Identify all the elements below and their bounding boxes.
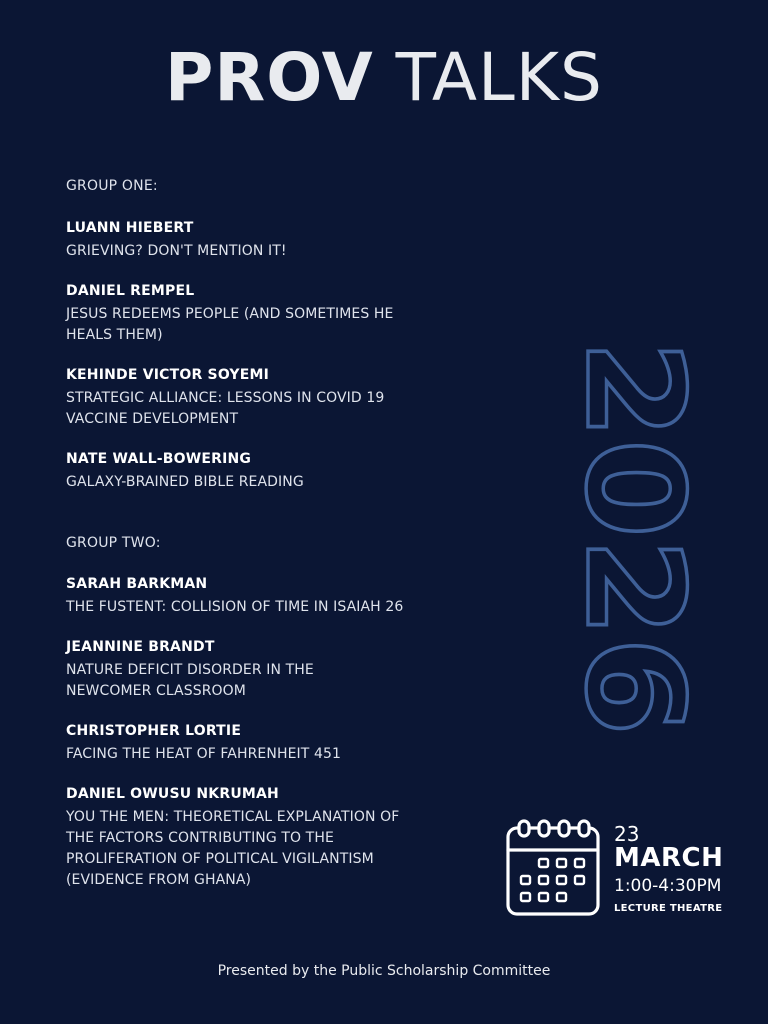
talk-item [66, 281, 476, 346]
year-text: 2026 [556, 340, 712, 713]
speaker-name: JEANNINE BRANDT [66, 639, 215, 655]
talk-item [66, 784, 476, 891]
talk-item [66, 365, 476, 430]
event-title [0, 38, 768, 118]
speaker-name: DANIEL REMPEL [66, 283, 195, 299]
talk-title: GRIEVING? DON'T MENTION IT! [66, 243, 287, 259]
talk-title: THE FUSTENT: COLLISION OF TIME IN ISAIAH 26 [66, 599, 404, 615]
talk-item [66, 218, 476, 262]
event-day: 23 [614, 822, 640, 846]
group-two-label: GROUP TWO: [66, 535, 161, 551]
talk-item [66, 721, 476, 765]
calendar-icon [505, 818, 601, 918]
talk-title: NATURE DEFICIT DISORDER IN THE NEWCOMER CLASSROOM [66, 662, 314, 699]
speaker-name: KEHINDE VICTOR SOYEMI [66, 367, 270, 383]
speaker-name: SARAH BARKMAN [66, 576, 208, 592]
event-month: MARCH [614, 843, 724, 873]
event-time: 1:00-4:30PM [614, 876, 722, 896]
event-venue: LECTURE THEATRE [614, 903, 723, 914]
speaker-name: NATE WALL-BOWERING [66, 451, 252, 467]
group-one-label: GROUP ONE: [66, 178, 158, 194]
speaker-name: CHRISTOPHER LORTIE [66, 723, 242, 739]
year-graphic [556, 338, 712, 738]
talk-title: JESUS REDEEMS PEOPLE (AND SOMETIMES HE HEALS THEM) [66, 306, 394, 343]
talk-item [66, 637, 476, 702]
event-title-light: TALKS [395, 39, 603, 116]
talk-title: FACING THE HEAT OF FAHRENHEIT 451 [66, 746, 341, 762]
speaker-name: LUANN HIEBERT [66, 220, 194, 236]
talk-title: GALAXY-BRAINED BIBLE READING [66, 474, 304, 490]
talk-item [66, 449, 476, 493]
talk-item [66, 574, 476, 618]
talk-title: STRATEGIC ALLIANCE: LESSONS IN COVID 19 VACCINE DEVELOPMENT [66, 390, 385, 427]
talk-title: YOU THE MEN: THEORETICAL EXPLANATION OF THE FACTORS CONTRIBUTING TO THE PROLIFERATION OF POLITICAL VIGILANTISM (EVIDENCE FROM GHANA) [66, 809, 400, 888]
event-title-bold: PROV [165, 39, 374, 116]
footer-credit: Presented by the Public Scholarship Committee [217, 963, 551, 979]
speaker-name: DANIEL OWUSU NKRUMAH [66, 786, 279, 802]
